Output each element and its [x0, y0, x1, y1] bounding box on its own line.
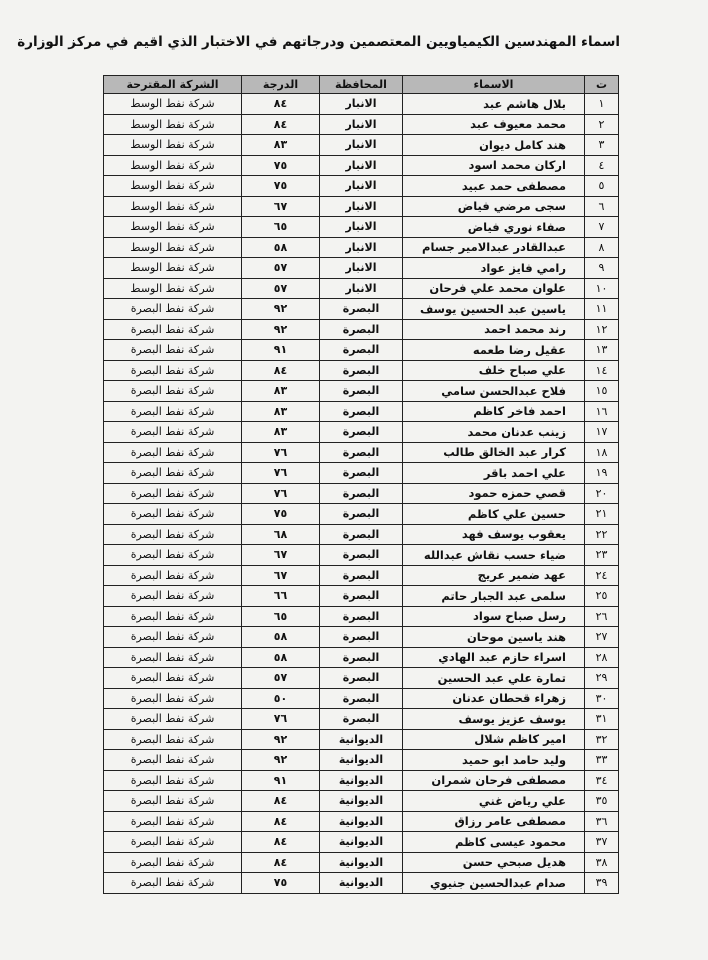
governorate: الديوانية: [320, 729, 403, 750]
row-number: ١١: [585, 299, 619, 320]
engineer-name: هند ياسين موحان: [403, 627, 585, 648]
grade: ٥٨: [242, 237, 320, 258]
proposed-company: شركة نفط البصرة: [104, 422, 242, 443]
governorate: البصرة: [320, 688, 403, 709]
proposed-company: شركة نفط البصرة: [104, 299, 242, 320]
row-number: ١٢: [585, 319, 619, 340]
engineer-name: علوان محمد علي فرحان: [403, 278, 585, 299]
proposed-company: شركة نفط البصرة: [104, 524, 242, 545]
governorate: البصرة: [320, 340, 403, 361]
engineer-name: احمد فاخر كاظم: [403, 401, 585, 422]
table-row: [104, 217, 619, 238]
engineer-name: يعقوب يوسف فهد: [403, 524, 585, 545]
grade: ٥٧: [242, 258, 320, 279]
table-row: [104, 299, 619, 320]
grade: ٧٥: [242, 176, 320, 197]
row-number: ٣١: [585, 709, 619, 730]
governorate: البصرة: [320, 709, 403, 730]
table-row: [104, 340, 619, 361]
engineer-name: حسين علي كاظم: [403, 504, 585, 525]
proposed-company: شركة نفط البصرة: [104, 729, 242, 750]
governorate: الانبار: [320, 176, 403, 197]
table-row: [104, 483, 619, 504]
table-row: [104, 319, 619, 340]
engineer-name: سجى مرضي فياض: [403, 196, 585, 217]
governorate: الانبار: [320, 94, 403, 115]
page-title: اسماء المهندسين الكيمياويين المعتصمين ودرجاتهم في الاختبار الذي اقيم في مركز الوزارة: [17, 34, 620, 50]
governorate: البصرة: [320, 565, 403, 586]
grade: ٧٦: [242, 483, 320, 504]
row-number: ٢٢: [585, 524, 619, 545]
proposed-company: شركة نفط البصرة: [104, 811, 242, 832]
proposed-company: شركة نفط البصرة: [104, 750, 242, 771]
row-number: ٩: [585, 258, 619, 279]
governorate: البصرة: [320, 483, 403, 504]
row-number: ١٣: [585, 340, 619, 361]
grade: ٧٦: [242, 709, 320, 730]
engineer-name: هديل صبحي حسن: [403, 852, 585, 873]
engineer-name: اسراء حازم عبد الهادي: [403, 647, 585, 668]
grade: ٩٢: [242, 319, 320, 340]
proposed-company: شركة نفط البصرة: [104, 340, 242, 361]
proposed-company: شركة نفط الوسط: [104, 135, 242, 156]
proposed-company: شركة نفط البصرة: [104, 401, 242, 422]
grade: ٥٨: [242, 627, 320, 648]
engineer-name: علي احمد باقر: [403, 463, 585, 484]
proposed-company: شركة نفط الوسط: [104, 155, 242, 176]
governorate: الانبار: [320, 237, 403, 258]
table-row: [104, 606, 619, 627]
header-grade: الدرجة: [242, 76, 320, 94]
proposed-company: شركة نفط البصرة: [104, 586, 242, 607]
proposed-company: شركة نفط البصرة: [104, 319, 242, 340]
proposed-company: شركة نفط البصرة: [104, 770, 242, 791]
proposed-company: شركة نفط البصرة: [104, 565, 242, 586]
row-number: ١٥: [585, 381, 619, 402]
governorate: البصرة: [320, 422, 403, 443]
engineer-name: زينب عدنان محمد: [403, 422, 585, 443]
table-row: [104, 750, 619, 771]
table-row: [104, 176, 619, 197]
table-row: [104, 422, 619, 443]
row-number: ٣٠: [585, 688, 619, 709]
governorate: الانبار: [320, 155, 403, 176]
engineer-name: بلال هاشم عبد: [403, 94, 585, 115]
engineer-name: رسل صباح سواد: [403, 606, 585, 627]
proposed-company: شركة نفط البصرة: [104, 442, 242, 463]
table-row: [104, 155, 619, 176]
proposed-company: شركة نفط البصرة: [104, 688, 242, 709]
grade: ٨٣: [242, 422, 320, 443]
row-number: ١٤: [585, 360, 619, 381]
proposed-company: شركة نفط البصرة: [104, 627, 242, 648]
engineer-name: محمد معيوف عبد: [403, 114, 585, 135]
grade: ٦٧: [242, 196, 320, 217]
engineer-name: فلاح عبدالحسن سامي: [403, 381, 585, 402]
table-row: [104, 524, 619, 545]
table-row: [104, 504, 619, 525]
table-row: [104, 401, 619, 422]
grade: ٩٢: [242, 729, 320, 750]
table-row: [104, 442, 619, 463]
proposed-company: شركة نفط الوسط: [104, 278, 242, 299]
row-number: ٤: [585, 155, 619, 176]
grade: ٨٤: [242, 811, 320, 832]
grade: ٨٤: [242, 832, 320, 853]
row-number: ٢٨: [585, 647, 619, 668]
grade: ٩١: [242, 770, 320, 791]
table-row: [104, 709, 619, 730]
governorate: الانبار: [320, 135, 403, 156]
table-row: [104, 258, 619, 279]
governorate: البصرة: [320, 586, 403, 607]
table-row: [104, 832, 619, 853]
governorate: البصرة: [320, 668, 403, 689]
grade: ٩٢: [242, 299, 320, 320]
row-number: ٢٦: [585, 606, 619, 627]
engineer-name: زهراء قحطان عدنان: [403, 688, 585, 709]
row-number: ١٠: [585, 278, 619, 299]
governorate: البصرة: [320, 360, 403, 381]
proposed-company: شركة نفط البصرة: [104, 852, 242, 873]
governorate: البصرة: [320, 545, 403, 566]
grade: ٨٤: [242, 791, 320, 812]
row-number: ٣٤: [585, 770, 619, 791]
governorate: الانبار: [320, 278, 403, 299]
table-row: [104, 852, 619, 873]
header-governorate: المحافظة: [320, 76, 403, 94]
engineer-name: هند كامل ديوان: [403, 135, 585, 156]
engineer-name: يوسف عزيز يوسف: [403, 709, 585, 730]
engineer-name: صدام عبدالحسين جنيوي: [403, 873, 585, 894]
proposed-company: شركة نفط البصرة: [104, 873, 242, 894]
row-number: ٣: [585, 135, 619, 156]
proposed-company: شركة نفط البصرة: [104, 606, 242, 627]
row-number: ١٩: [585, 463, 619, 484]
table-row: [104, 545, 619, 566]
row-number: ٢٣: [585, 545, 619, 566]
row-number: ٢٠: [585, 483, 619, 504]
grade: ٩٢: [242, 750, 320, 771]
governorate: الديوانية: [320, 873, 403, 894]
governorate: الديوانية: [320, 832, 403, 853]
proposed-company: شركة نفط البصرة: [104, 791, 242, 812]
engineer-name: رامي فايز عواد: [403, 258, 585, 279]
governorate: الانبار: [320, 258, 403, 279]
governorate: الديوانية: [320, 791, 403, 812]
governorate: البصرة: [320, 319, 403, 340]
engineer-name: محمود عيسى كاظم: [403, 832, 585, 853]
table-header-row: [104, 76, 619, 94]
engineer-name: رند محمد احمد: [403, 319, 585, 340]
grade: ٧٦: [242, 442, 320, 463]
grade: ٨٣: [242, 135, 320, 156]
engineer-name: علي صباح خلف: [403, 360, 585, 381]
grade: ٦٥: [242, 606, 320, 627]
proposed-company: شركة نفط البصرة: [104, 647, 242, 668]
engineer-name: مصطفى فرحان شمران: [403, 770, 585, 791]
proposed-company: شركة نفط البصرة: [104, 360, 242, 381]
engineer-name: قصي حمزه حمود: [403, 483, 585, 504]
row-number: ٣٩: [585, 873, 619, 894]
governorate: الديوانية: [320, 770, 403, 791]
proposed-company: شركة نفط الوسط: [104, 217, 242, 238]
table-row: [104, 791, 619, 812]
row-number: ١٨: [585, 442, 619, 463]
governorate: البصرة: [320, 463, 403, 484]
table-row: [104, 627, 619, 648]
grade: ٨٣: [242, 381, 320, 402]
row-number: ٢١: [585, 504, 619, 525]
engineers-table: [103, 75, 619, 894]
engineer-name: وليد حامد ابو حميد: [403, 750, 585, 771]
engineer-name: عهد ضمير عريج: [403, 565, 585, 586]
governorate: الديوانية: [320, 811, 403, 832]
grade: ٧٦: [242, 463, 320, 484]
engineer-name: عقيل رضا طعمه: [403, 340, 585, 361]
row-number: ٣٨: [585, 852, 619, 873]
governorate: البصرة: [320, 504, 403, 525]
grade: ٥٨: [242, 647, 320, 668]
governorate: البصرة: [320, 299, 403, 320]
proposed-company: شركة نفط البصرة: [104, 463, 242, 484]
table-row: [104, 565, 619, 586]
table-row: [104, 114, 619, 135]
grade: ٦٦: [242, 586, 320, 607]
engineer-name: اركان محمد اسود: [403, 155, 585, 176]
table-row: [104, 196, 619, 217]
table-row: [104, 688, 619, 709]
grade: ٨٣: [242, 401, 320, 422]
governorate: البصرة: [320, 647, 403, 668]
grade: ٦٨: [242, 524, 320, 545]
grade: ٨٤: [242, 94, 320, 115]
proposed-company: شركة نفط البصرة: [104, 504, 242, 525]
engineer-name: علي رياض غني: [403, 791, 585, 812]
header-number: ت: [585, 76, 619, 94]
row-number: ٣٧: [585, 832, 619, 853]
table-row: [104, 873, 619, 894]
table-row: [104, 729, 619, 750]
governorate: البصرة: [320, 401, 403, 422]
table-row: [104, 586, 619, 607]
governorate: الانبار: [320, 196, 403, 217]
row-number: ٢٩: [585, 668, 619, 689]
governorate: البصرة: [320, 524, 403, 545]
governorate: البصرة: [320, 442, 403, 463]
grade: ٨٤: [242, 852, 320, 873]
row-number: ١: [585, 94, 619, 115]
row-number: ٢٤: [585, 565, 619, 586]
grade: ٧٥: [242, 873, 320, 894]
proposed-company: شركة نفط البصرة: [104, 381, 242, 402]
governorate: البصرة: [320, 627, 403, 648]
grade: ٧٥: [242, 504, 320, 525]
proposed-company: شركة نفط البصرة: [104, 709, 242, 730]
grade: ٦٧: [242, 565, 320, 586]
row-number: ٣٦: [585, 811, 619, 832]
grade: ٨٤: [242, 114, 320, 135]
row-number: ٢٥: [585, 586, 619, 607]
governorate: البصرة: [320, 381, 403, 402]
table-row: [104, 94, 619, 115]
proposed-company: شركة نفط الوسط: [104, 114, 242, 135]
table-row: [104, 463, 619, 484]
engineer-name: ضياء حسب نقاش عبدالله: [403, 545, 585, 566]
table-row: [104, 811, 619, 832]
proposed-company: شركة نفط الوسط: [104, 176, 242, 197]
table-row: [104, 135, 619, 156]
grade: ٩١: [242, 340, 320, 361]
row-number: ٧: [585, 217, 619, 238]
proposed-company: شركة نفط الوسط: [104, 237, 242, 258]
grade: ٥٧: [242, 668, 320, 689]
table-row: [104, 360, 619, 381]
proposed-company: شركة نفط البصرة: [104, 545, 242, 566]
row-number: ٣٢: [585, 729, 619, 750]
row-number: ٥: [585, 176, 619, 197]
table-row: [104, 770, 619, 791]
header-names: الاسماء: [403, 76, 585, 94]
grade: ٥٠: [242, 688, 320, 709]
table-row: [104, 381, 619, 402]
governorate: الديوانية: [320, 852, 403, 873]
governorate: الانبار: [320, 217, 403, 238]
grade: ٦٥: [242, 217, 320, 238]
governorate: الانبار: [320, 114, 403, 135]
engineer-name: صفاء نوري فياض: [403, 217, 585, 238]
proposed-company: شركة نفط الوسط: [104, 94, 242, 115]
row-number: ٢٧: [585, 627, 619, 648]
grade: ٦٧: [242, 545, 320, 566]
table-row: [104, 668, 619, 689]
grade: ٥٧: [242, 278, 320, 299]
proposed-company: شركة نفط البصرة: [104, 668, 242, 689]
engineer-name: سلمى عبد الجبار حاتم: [403, 586, 585, 607]
row-number: ٣٣: [585, 750, 619, 771]
engineer-name: عبدالقادر عبدالامير جسام: [403, 237, 585, 258]
engineer-name: تمارة علي عبد الحسين: [403, 668, 585, 689]
governorate: الديوانية: [320, 750, 403, 771]
engineer-name: امير كاظم شلال: [403, 729, 585, 750]
table-row: [104, 278, 619, 299]
engineer-name: كرار عبد الخالق طالب: [403, 442, 585, 463]
proposed-company: شركة نفط الوسط: [104, 258, 242, 279]
table-row: [104, 647, 619, 668]
engineer-name: مصطفى عامر رزاق: [403, 811, 585, 832]
row-number: ١٧: [585, 422, 619, 443]
row-number: ٣٥: [585, 791, 619, 812]
table-row: [104, 237, 619, 258]
row-number: ٦: [585, 196, 619, 217]
row-number: ٢: [585, 114, 619, 135]
grade: ٧٥: [242, 155, 320, 176]
proposed-company: شركة نفط البصرة: [104, 483, 242, 504]
engineer-name: مصطفى حمد عبيد: [403, 176, 585, 197]
header-company: الشركة المقترحة: [104, 76, 242, 94]
grade: ٨٤: [242, 360, 320, 381]
row-number: ٨: [585, 237, 619, 258]
proposed-company: شركة نفط البصرة: [104, 832, 242, 853]
proposed-company: شركة نفط الوسط: [104, 196, 242, 217]
governorate: البصرة: [320, 606, 403, 627]
row-number: ١٦: [585, 401, 619, 422]
engineer-name: ياسين عبد الحسين يوسف: [403, 299, 585, 320]
